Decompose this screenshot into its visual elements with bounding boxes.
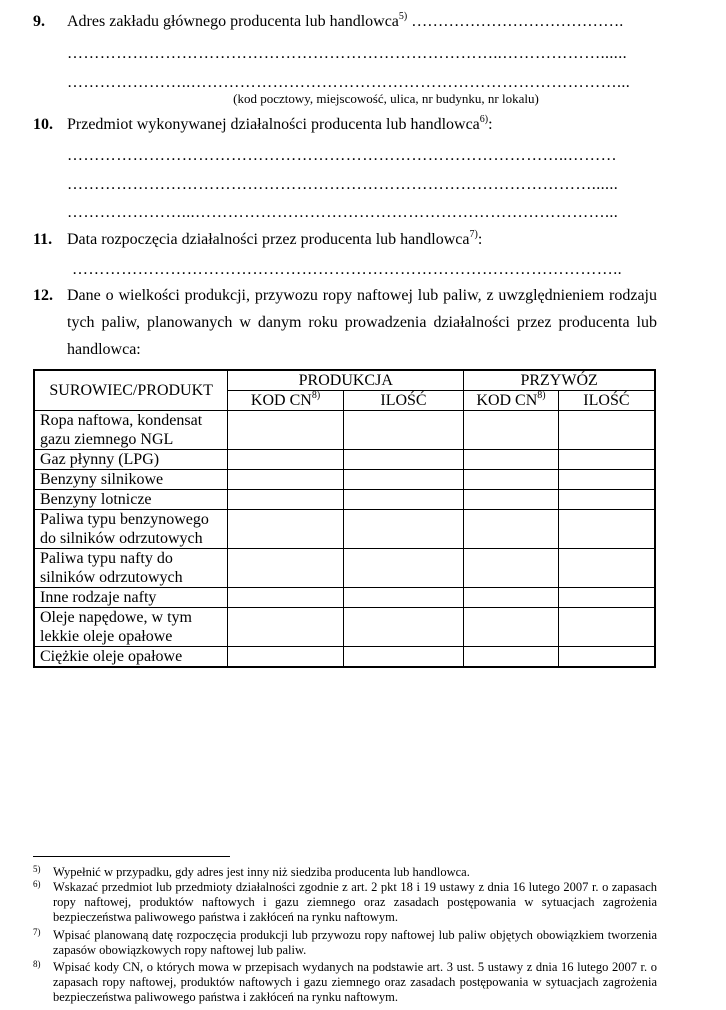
section-9-label: [67, 12, 623, 32]
section-9-fill-line-3[interactable]: …………………..……………………………………………………………………...: [67, 74, 631, 91]
section-10-label: [67, 115, 493, 135]
section-12-number: 12.: [33, 287, 53, 304]
production-qty-cell[interactable]: [343, 490, 463, 510]
footnote-mark: 7): [33, 927, 41, 937]
product-name-line-1: Inne rodzaje nafty: [40, 589, 157, 606]
product-name-line-2: gazu ziemnego NGL: [40, 431, 174, 448]
import-code-cell[interactable]: [464, 470, 559, 490]
footnote: [33, 960, 657, 1005]
section-11-colon: :: [477, 231, 483, 248]
product-name-line-2: do silników odrzutowych: [40, 530, 203, 547]
table-row: [34, 510, 655, 549]
production-code-cell[interactable]: [228, 450, 343, 470]
footnote-ref-7: 7): [469, 228, 478, 240]
product-name-cell: [34, 549, 228, 588]
production-qty-cell[interactable]: [343, 411, 463, 450]
production-qty-cell[interactable]: [343, 549, 463, 588]
footnote-ref-5: 5): [398, 10, 408, 22]
table-row: [34, 608, 655, 647]
section-9-number: 9.: [33, 13, 45, 30]
table-row: [34, 588, 655, 608]
footnote-text: Wpisać planowaną datę rozpoczęcia produkcji lub przywozu ropy naftowej lub paliw objętych obowiązkiem tworzenia zapasów obowiązkowych ropy naftowej lub paliw.: [53, 928, 657, 957]
footnote-mark: 8): [33, 959, 41, 969]
import-qty-cell[interactable]: [558, 411, 655, 450]
import-qty-cell[interactable]: [558, 608, 655, 647]
import-code-cell[interactable]: [464, 411, 559, 450]
product-name-line-1: Benzyny lotnicze: [40, 491, 152, 508]
production-code-cell[interactable]: [228, 411, 343, 450]
production-qty-cell[interactable]: [343, 470, 463, 490]
product-name-cell: [34, 647, 228, 668]
product-name-line-1: Paliwa typu benzynowego: [40, 511, 209, 528]
import-code-cell[interactable]: [464, 608, 559, 647]
product-name-line-1: Ciężkie oleje opałowe: [40, 648, 183, 665]
section-11-fill-line-1[interactable]: ………………………………………………………………………………………..: [72, 261, 622, 278]
import-code-cell[interactable]: [464, 490, 559, 510]
production-code-cell[interactable]: [228, 588, 343, 608]
subheader-production-code: [228, 391, 343, 411]
footnote-text: Wypełnić w przypadku, gdy adres jest inny niż siedziba producenta lub handlowca.: [53, 865, 470, 879]
product-name-cell: [34, 510, 228, 549]
subheader-production-qty: ILOŚĆ: [343, 391, 463, 411]
footnote: [33, 865, 657, 880]
product-name-cell: [34, 470, 228, 490]
section-9-label-text: Adres zakładu głównego producenta lub handlowca: [67, 13, 399, 30]
production-code-cell[interactable]: [228, 549, 343, 588]
production-code-cell[interactable]: [228, 510, 343, 549]
section-12-paragraph: [67, 282, 657, 363]
section-10-colon: :: [488, 116, 493, 133]
subheader-import-code: [464, 391, 559, 411]
footnote: [33, 928, 657, 958]
section-9-fill-line-2[interactable]: ……………………………………………………………………..………………......: [67, 45, 627, 62]
footnote-ref-8b: 8): [537, 389, 546, 401]
section-10-number: 10.: [33, 116, 53, 133]
product-name-line-1: Paliwa typu nafty do: [40, 550, 173, 567]
production-qty-cell[interactable]: [343, 588, 463, 608]
import-qty-cell[interactable]: [558, 588, 655, 608]
production-import-table: [33, 369, 656, 668]
import-qty-cell[interactable]: [558, 450, 655, 470]
subheader-production-code-text: KOD CN: [250, 392, 312, 409]
production-qty-cell[interactable]: [343, 510, 463, 549]
product-name-line-1: Ropa naftowa, kondensat: [40, 412, 203, 429]
footnote-text: Wpisać kody CN, o których mowa w przepisach wydanych na podstawie art. 3 ust. 5 ustawy z dnia 16 lutego 2007 r. o zapasach ropy naftowej, produktów naftowych i gazu ziemnego oraz zasadach postępowania w sytuacjach zagrożenia bezpieczeństwa paliwowego państwa i zakłóceń na rynku naftowym.: [53, 960, 657, 1004]
import-code-cell[interactable]: [464, 588, 559, 608]
product-name-cell: [34, 411, 228, 450]
production-code-cell[interactable]: [228, 470, 343, 490]
product-name-line-1: Benzyny silnikowe: [40, 471, 164, 488]
import-code-cell[interactable]: [464, 647, 559, 668]
product-name-line-2: silników odrzutowych: [40, 569, 183, 586]
production-qty-cell[interactable]: [343, 608, 463, 647]
import-qty-cell[interactable]: [558, 549, 655, 588]
table-row: [34, 470, 655, 490]
product-name-cell: [34, 608, 228, 647]
production-qty-cell[interactable]: [343, 647, 463, 668]
section-12-row-2: tych paliw, planowanych w danym roku prowadzenia działalności przez producenta lub: [67, 314, 657, 331]
section-10-fill-line-3[interactable]: …………………...…………………………………………………………………...: [67, 204, 619, 221]
section-12-row-1: Dane o wielkości produkcji, przywozu ropy naftowej lub paliw, z uwzględnieniem rodzaju: [67, 287, 657, 304]
product-name-line-1: Oleje napędowe, w tym: [40, 609, 192, 626]
table-row: [34, 450, 655, 470]
subheader-import-code-text: KOD CN: [476, 392, 538, 409]
header-product: SUROWIEC/PRODUKT: [34, 370, 228, 411]
footnote: [33, 880, 657, 925]
product-name-line-2: lekkie oleje opałowe: [40, 628, 173, 645]
section-9-caption: (kod pocztowy, miejscowość, ulica, nr budynku, nr lokalu): [233, 91, 539, 106]
table-body: [34, 411, 655, 668]
import-code-cell[interactable]: [464, 549, 559, 588]
table-row: [34, 411, 655, 450]
production-code-cell[interactable]: [228, 490, 343, 510]
section-11-label-text: Data rozpoczęcia działalności przez producenta lub handlowca: [67, 231, 470, 248]
section-11-label: [67, 230, 482, 250]
section-9-dots-first[interactable]: ………………………………….: [411, 13, 624, 30]
production-code-cell[interactable]: [228, 647, 343, 668]
section-10-fill-line-2[interactable]: ……………………………………………………………………………………......: [67, 176, 619, 193]
product-name-cell: [34, 450, 228, 470]
subheader-import-qty: ILOŚĆ: [558, 391, 655, 411]
product-name-line-1: Gaz płynny (LPG): [40, 451, 160, 468]
section-9-caption-wrap: [0, 91, 726, 107]
import-qty-cell[interactable]: [558, 647, 655, 668]
import-code-cell[interactable]: [464, 450, 559, 470]
footnote-mark: 5): [33, 864, 41, 874]
table-row: [34, 549, 655, 588]
table-row: [34, 490, 655, 510]
production-code-cell[interactable]: [228, 608, 343, 647]
production-qty-cell[interactable]: [343, 450, 463, 470]
header-production: PRODUKCJA: [228, 370, 464, 391]
product-name-cell: [34, 588, 228, 608]
footnote-divider: [33, 856, 230, 857]
table-row: [34, 647, 655, 668]
header-import: PRZYWÓZ: [464, 370, 655, 391]
footnote-text: Wskazać przedmiot lub przedmioty działalności zgodnie z art. 2 pkt 18 i 19 ustawy z dnia 16 lutego 2007 r. o zapasach ropy naftowej, produktów naftowych i gazu ziemnego oraz zasadach postępowania w sytuacjach zagrożenia bezpieczeństwa paliwowego państwa i zakłóceń na rynku naftowym.: [53, 880, 657, 924]
section-10-fill-line-1[interactable]: ………………………………………………………………………………..………: [67, 147, 617, 164]
import-qty-cell[interactable]: [558, 490, 655, 510]
import-code-cell[interactable]: [464, 510, 559, 549]
import-qty-cell[interactable]: [558, 510, 655, 549]
footnote-ref-6: 6): [479, 113, 489, 125]
section-11-number: 11.: [33, 231, 53, 248]
footnote-mark: 6): [33, 879, 41, 889]
product-name-cell: [34, 490, 228, 510]
section-10-label-text: Przedmiot wykonywanej działalności producenta lub handlowca: [67, 116, 480, 133]
footnote-ref-8a: 8): [311, 389, 321, 401]
import-qty-cell[interactable]: [558, 470, 655, 490]
section-12-row-3: handlowca:: [67, 341, 141, 358]
